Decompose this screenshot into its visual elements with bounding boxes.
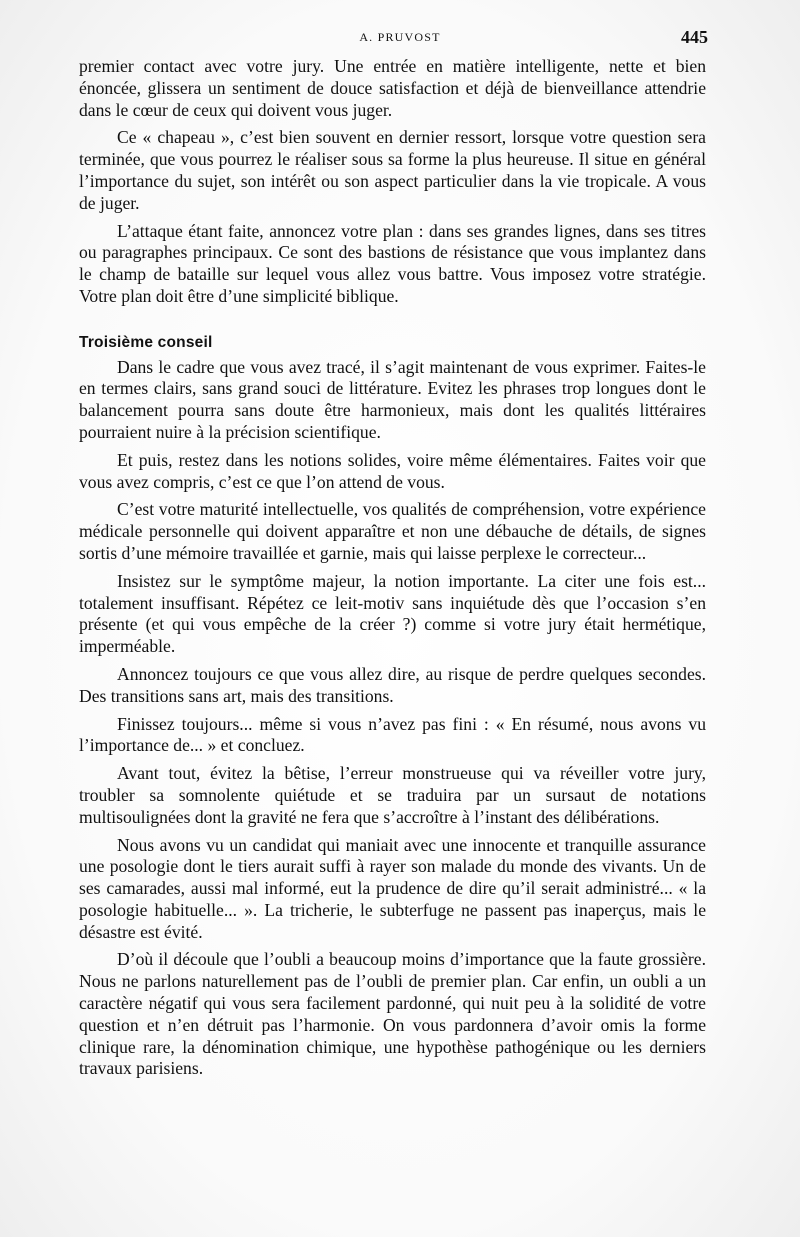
paragraph: Et puis, restez dans les notions solides, voire même élémentaires. Faites voir que vous avez compris, c’est ce que l’on attend de vous. [79, 449, 706, 492]
paragraph: Dans le cadre que vous avez tracé, il s’agit maintenant de vous exprimer. Faites-le en termes clairs, sans grand souci de littérature. Evitez les phrases trop longues dont le balancement pourra sans doute être harmonieux, mais dont les qualités littéraires pourraient nuire à la précision scientifique. [79, 356, 706, 442]
paragraph: Annoncez toujours ce que vous allez dire, au risque de perdre quelques secondes. Des transitions sans art, mais des transitions. [79, 663, 706, 706]
running-title: A. PRUVOST [359, 30, 441, 44]
paragraph: premier contact avec votre jury. Une entrée en matière intelligente, nette et bien énoncée, glissera un sentiment de douce satisfaction et déjà de bienveillance attendrie dans le cœur de ceux qui doivent vous juger. [79, 56, 706, 120]
paragraph: Avant tout, évitez la bêtise, l’erreur monstrueuse qui va réveiller votre jury, troubler sa somnolente quiétude et se traduira par un sursaut de notations multisoulignées dont la gravité ne fera que s’accroître à l’instant des délibérations. [79, 763, 706, 827]
paragraph: Finissez toujours... même si vous n’avez pas fini : « En résumé, nous avons vu l’importance de... » et concluez. [79, 713, 706, 756]
paragraph: D’où il découle que l’oubli a beaucoup moins d’importance que la faute grossière. Nous ne parlons naturellement pas de l’oubli de premier plan. Car enfin, un oubli a un caractère négatif qui vous sera facilement pardonné, qui nuit peu à la solidité de votre question et n’en détruit pas l’harmonie. On vous pardonnera d’avoir omis la forme clinique rare, la dénomination chimique, une hypothèse pathogénique ou les derniers travaux parisiens. [79, 949, 706, 1079]
paragraph: Insistez sur le symptôme majeur, la notion importante. La citer une fois est... totalement insuffisant. Répétez ce leit-motiv sans inquiétude dès que l’occasion s’en présente (et qui vous empêche de la créer ?) comme si votre jury était hermétique, imperméable. [79, 570, 706, 657]
running-header [0, 27, 800, 47]
body-text [79, 56, 706, 1080]
paragraph: L’attaque étant faite, annoncez votre plan : dans ses grandes lignes, dans ses titres ou paragraphes principaux. Ce sont des bastions de résistance que vous implantez dans le champ de bataille sur lequel vous allez vous battre. Vous imposez votre stratégie. Votre plan doit être d’une simplicité biblique. [79, 220, 706, 306]
paragraph: C’est votre maturité intellectuelle, vos qualités de compréhension, votre expérience médicale personnelle qui doivent apparaître et non une débauche de détails, de signes sortis d’une mémoire travaillée et garnie, mais qui laisse perplexe le correcteur... [79, 499, 706, 563]
section-heading: Troisième conseil [79, 333, 213, 351]
page-number: 445 [681, 27, 708, 47]
paragraph: Ce « chapeau », c’est bien souvent en dernier ressort, lorsque votre question sera terminée, que vous pourrez le réaliser sous sa forme la plus heureuse. Il situe en général l’importance du sujet, son intérêt ou son aspect particulier dans la vie tropicale. A vous de juger. [79, 127, 706, 213]
paragraph: Nous avons vu un candidat qui maniait avec une innocente et tranquille assurance une posologie dont le tiers aurait suffi à rayer son malade du monde des vivants. Un de ses camarades, aussi mal informé, eut la prudence de dire qu’il serait administré... « la posologie habituelle... ». La tricherie, le subterfuge ne passent pas inaperçus, mais le désastre est évité. [79, 834, 706, 942]
